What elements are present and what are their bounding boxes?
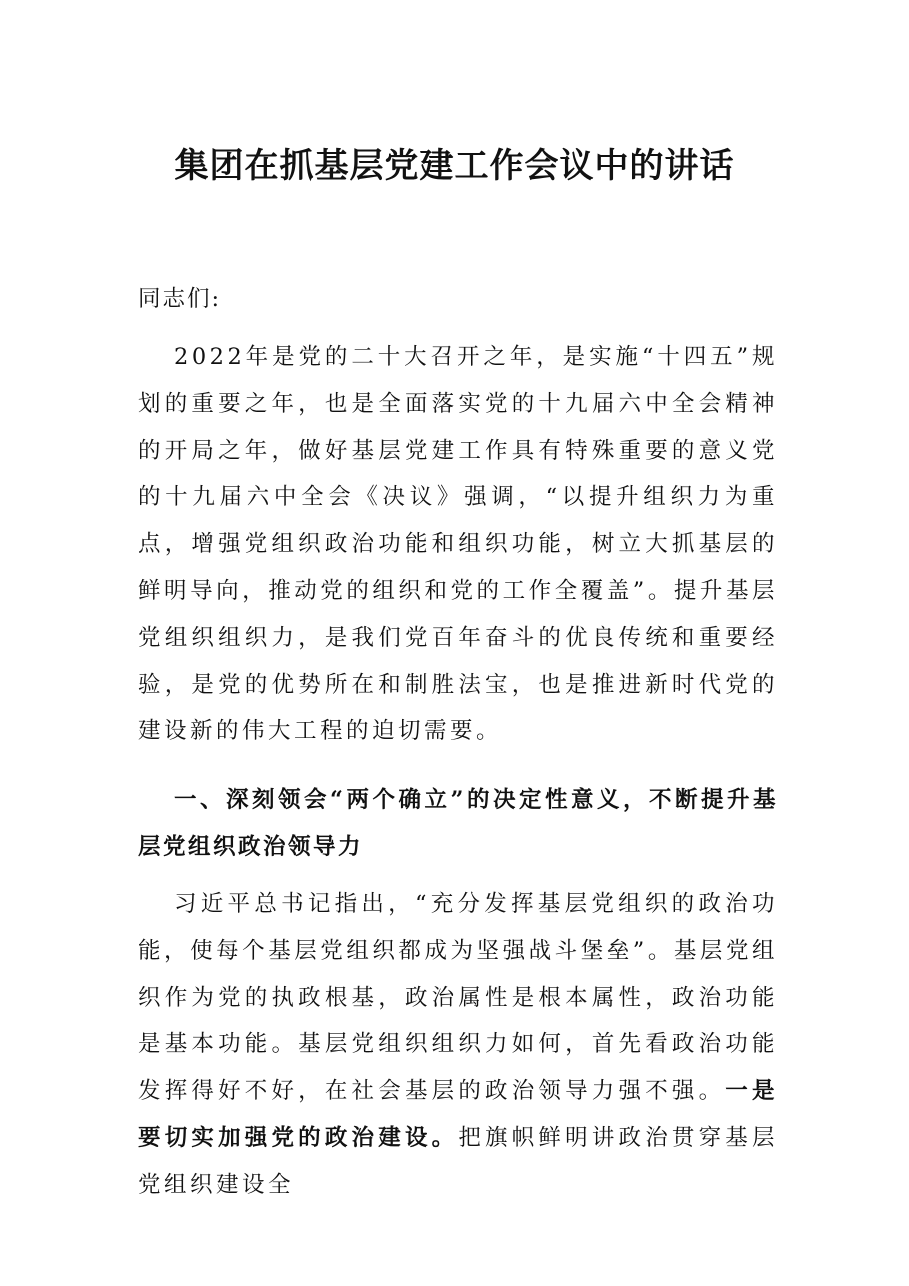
paragraph-section-1-continuation: 把旗帜鲜明讲政治贯穿基层党组织建设全 xyxy=(138,1124,778,1198)
paragraph-section-1-bold-point: 一是要切实加强党的政治建设。 xyxy=(138,1078,778,1151)
document-title: 集团在抓基层党建工作会议中的讲话 xyxy=(174,146,735,186)
salutation: 同志们: xyxy=(138,286,222,312)
paragraph-intro: 2022年是党的二十大召开之年，是实施“十四五”规划的重要之年，也是全面落实党的十九届六中全会精神的开局之年，做好基层党建工作具有特殊重要的意义党的十九届六中全会《决议》强调，“以提升组织力为重点，增强党组织政治功能和组织功能，树立大抓基层的鲜明导向，推动党的组织和党的工作全覆盖”。提升基层党组织组织力，是我们党百年奋斗的优良传统和重要经验，是党的优势所在和制胜法宝，也是推进新时代党的建设新的伟大工程的迫切需要。 xyxy=(138,344,778,745)
paragraph-section-1-text: 习近平总书记指出，“充分发挥基层党组织的政治功能，使每个基层党组织都成为坚强战斗堡垒”。基层党组织作为党的执政根基，政治属性是根本属性，政治功能是基本功能。基层党组织组织力如何，首先看政治功能发挥得好不好，在社会基层的政治领导力强不强。 xyxy=(138,891,778,1105)
section-heading-1: 一、深刻领会“两个确立”的决定性意义，不断提升基层党组织政治领导力 xyxy=(138,787,778,860)
paragraph-section-1 xyxy=(138,881,778,1209)
